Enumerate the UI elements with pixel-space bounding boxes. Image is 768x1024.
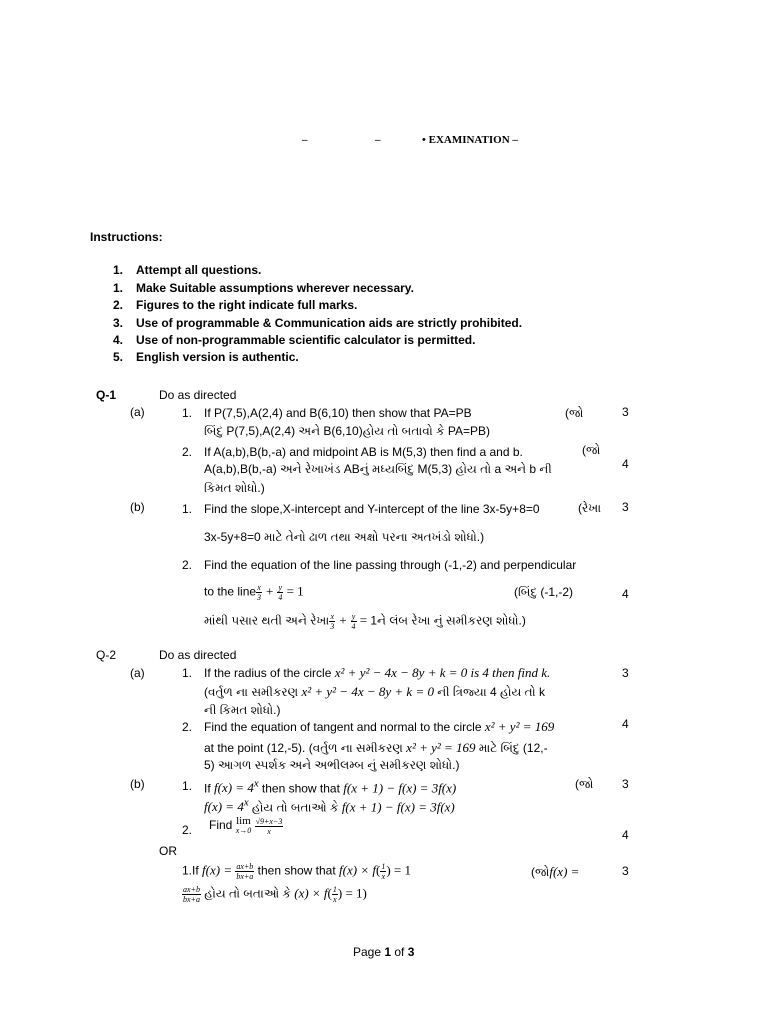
instructions-title: Instructions: — [90, 230, 163, 244]
gujarati-text: 3x-5y+8=0 માટે તેનો ઢાળ તથા અક્ષો પરના અતખંડો શોધો.) — [204, 530, 485, 544]
instruction-num: 3. — [113, 316, 124, 330]
item-num: 1. — [182, 502, 193, 516]
gujarati-text: બિંદુ P(7,5),A(2,4) અને B(6,10)હોય તો બતાવો કે PA=PB) — [204, 424, 490, 438]
function-question-gu: $f(x) = 4^x$ હોય તો બતાઓ કે f(x + 1) − f(x) = 3f(x) — [204, 797, 455, 815]
question-text: If P(7,5),A(2,4) and B(6,10) then show that PA=PB — [204, 406, 472, 420]
sub-label-b: (b) — [130, 777, 145, 791]
gujarati-text: માંથી પસાર થતી અને રેખા — [204, 613, 330, 628]
fraction-x3: $\frac{x}{3}$ — [330, 612, 335, 631]
fraction-function-gu-start: (જોf(x) = — [531, 864, 580, 879]
gujarati-text: કિમત શોધો.) — [204, 481, 265, 495]
header-dash-1: – — [302, 134, 308, 146]
circle-question: If the radius of the circle x² + y² − 4x − 8y + k = 0 is 4 then find k. — [204, 665, 551, 680]
gujarati-text: (જો — [531, 865, 550, 879]
instruction-text: Use of programmable & Communication aids are strictly prohibited. — [136, 316, 523, 330]
question-heading: Do as directed — [159, 648, 237, 662]
gujarati-text: ની ત્રિજ્યા 4 હોય તો k — [437, 685, 545, 699]
gujarati-text: હોય તો બતાઓ કે — [251, 800, 339, 815]
marks: 4 — [622, 717, 629, 731]
marks: 4 — [622, 828, 629, 842]
question-text: to the line — [204, 584, 257, 599]
line-equation: to the line $\frac{x}{3}$ + $\frac{y}{4}$ = 1 — [204, 583, 304, 602]
question-text: If — [204, 781, 211, 796]
question-text: If the radius of the circle — [204, 666, 332, 680]
instruction-text: English version is authentic. — [136, 350, 299, 364]
gujarati-text: 1ને લંબ રેખા નું સમીકરણ શોધો.) — [370, 613, 526, 628]
exam-title: • EXAMINATION – — [422, 134, 518, 146]
marks: 4 — [622, 587, 629, 601]
limit-fraction: $\frac{√9+x-3}{x}$ — [255, 816, 283, 836]
gujarati-text: (જો — [565, 406, 584, 420]
page-footer-of: of — [391, 945, 408, 959]
marks: 3 — [622, 864, 629, 878]
instruction-num: 4. — [113, 333, 124, 347]
page-total: 3 — [407, 945, 415, 959]
question-text: Find the slope,X-intercept and Y-intercept of the line 3x-5y+8=0 — [204, 502, 540, 516]
gujarati-text: (જો — [575, 777, 594, 791]
marks: 3 — [622, 777, 629, 791]
gujarati-text: A(a,b),B(b,-a) અને રેખાખંડ ABનું મધ્યબિંદુ M(5,3) હોય તો a અને b ની — [204, 462, 552, 476]
header-dash-2: – — [375, 134, 381, 146]
question-text: If A(a,b),B(b,-a) and midpoint AB is M(5,3) then find a and b. — [204, 445, 523, 459]
sub-label-b: (b) — [130, 500, 145, 514]
or-label: OR — [159, 844, 177, 858]
gujarati-text: (વર્તુળ ના સમીકરણ — [204, 685, 299, 699]
marks: 3 — [622, 666, 629, 680]
instruction-text: Figures to the right indicate full marks. — [136, 298, 358, 312]
question-heading: Do as directed — [159, 388, 237, 402]
item-num: 2. — [182, 720, 193, 734]
gujarati-text: ની કિમત શોધો.) — [204, 703, 281, 717]
gujarati-text: હોય તો બતાઓ કે — [204, 886, 291, 901]
limit-question — [209, 816, 283, 836]
page-number: 1 — [384, 945, 392, 959]
instruction-text: Attempt all questions. — [136, 263, 262, 277]
gujarati-text: 5) આગળ સ્પર્શક અને અભીલમ્બ નું સમીકરણ શોધો.) — [204, 758, 460, 772]
instruction-num: 5. — [113, 350, 124, 364]
instruction-num: 2. — [113, 298, 124, 312]
question-text: માટે બિંદુ (12,- — [478, 741, 548, 755]
question-text: Find the equation of tangent and normal to the circle — [204, 720, 482, 734]
marks: 3 — [622, 500, 629, 514]
question-text: Find — [209, 818, 233, 833]
question-text: then show that — [261, 781, 340, 796]
gujarati-text: (જો — [582, 443, 601, 457]
page-footer-label: Page — [353, 945, 385, 959]
marks: 4 — [622, 457, 629, 471]
instruction-text: Use of non-programmable scientific calculator is permitted. — [136, 333, 476, 347]
item-num: 1. — [182, 779, 193, 793]
item-num: 2. — [182, 445, 193, 459]
fraction-x3: $\frac{x}{3}$ — [257, 583, 262, 602]
item-num: 2. — [182, 823, 193, 837]
question-text: at the point (12,-5). (વર્તુળ ના સમીકરણ — [204, 741, 403, 755]
tangent-question-2: at the point (12,-5). (વર્તુળ ના સમીકરણ x² + y² = 169 માટે બિંદુ (12,- — [204, 740, 548, 755]
item-num: 1. — [182, 666, 193, 680]
circle-question-gu: (વર્તુળ ના સમીકરણ x² + y² − 4x − 8y + k = 0 ની ત્રિજ્યા 4 હોય તો k — [204, 684, 545, 699]
gujarati-line: માંથી પસાર થતી અને રેખા $\frac{x}{3}$ + $\frac{y}{4}$ = 1ને લંબ રેખા નું સમીકરણ શોધો.) — [204, 612, 526, 631]
gujarati-text: (રેખા — [578, 501, 602, 515]
tangent-question: Find the equation of tangent and normal to the circle x² + y² = 169 — [204, 719, 555, 734]
limit-symbol: lim x→0 — [235, 815, 252, 835]
page-footer — [353, 945, 414, 959]
question-text: then show that — [257, 863, 336, 878]
sub-label-a: (a) — [130, 405, 145, 419]
sub-label-a: (a) — [130, 666, 145, 680]
marks: 3 — [622, 405, 629, 419]
fraction-function-gu: $\frac{ax+b}{bx+a}$ હોય તો બતાઓ કે (x) × f( $\frac{1}{x}$ ) = 1) — [183, 885, 367, 904]
instruction-num: 1. — [113, 263, 124, 277]
function-question: If $f(x) = 4^x$ then show that f(x + 1) − f(x) = 3f(x) — [204, 778, 457, 796]
instruction-num: 1. — [113, 281, 124, 295]
fraction-y4: $\frac{y}{4}$ — [351, 612, 356, 631]
gujarati-text: (બિંદુ (-1,-2) — [514, 585, 574, 599]
fraction-function-question: 1.If f(x) = $\frac{ax+b}{bx+a}$ then show that f(x) × f( $\frac{1}{x}$ ) = 1 — [182, 862, 411, 881]
question-label: Q-2 — [96, 648, 117, 662]
question-label: Q-1 — [96, 388, 117, 402]
instruction-text: Make Suitable assumptions wherever necessary. — [136, 281, 414, 295]
item-num: 2. — [182, 558, 193, 572]
fraction-y4: $\frac{y}{4}$ — [278, 583, 283, 602]
item-num: 1. — [182, 406, 193, 420]
question-text: 1.If — [182, 863, 199, 878]
question-text: Find the equation of the line passing through (-1,-2) and perpendicular — [204, 558, 577, 572]
